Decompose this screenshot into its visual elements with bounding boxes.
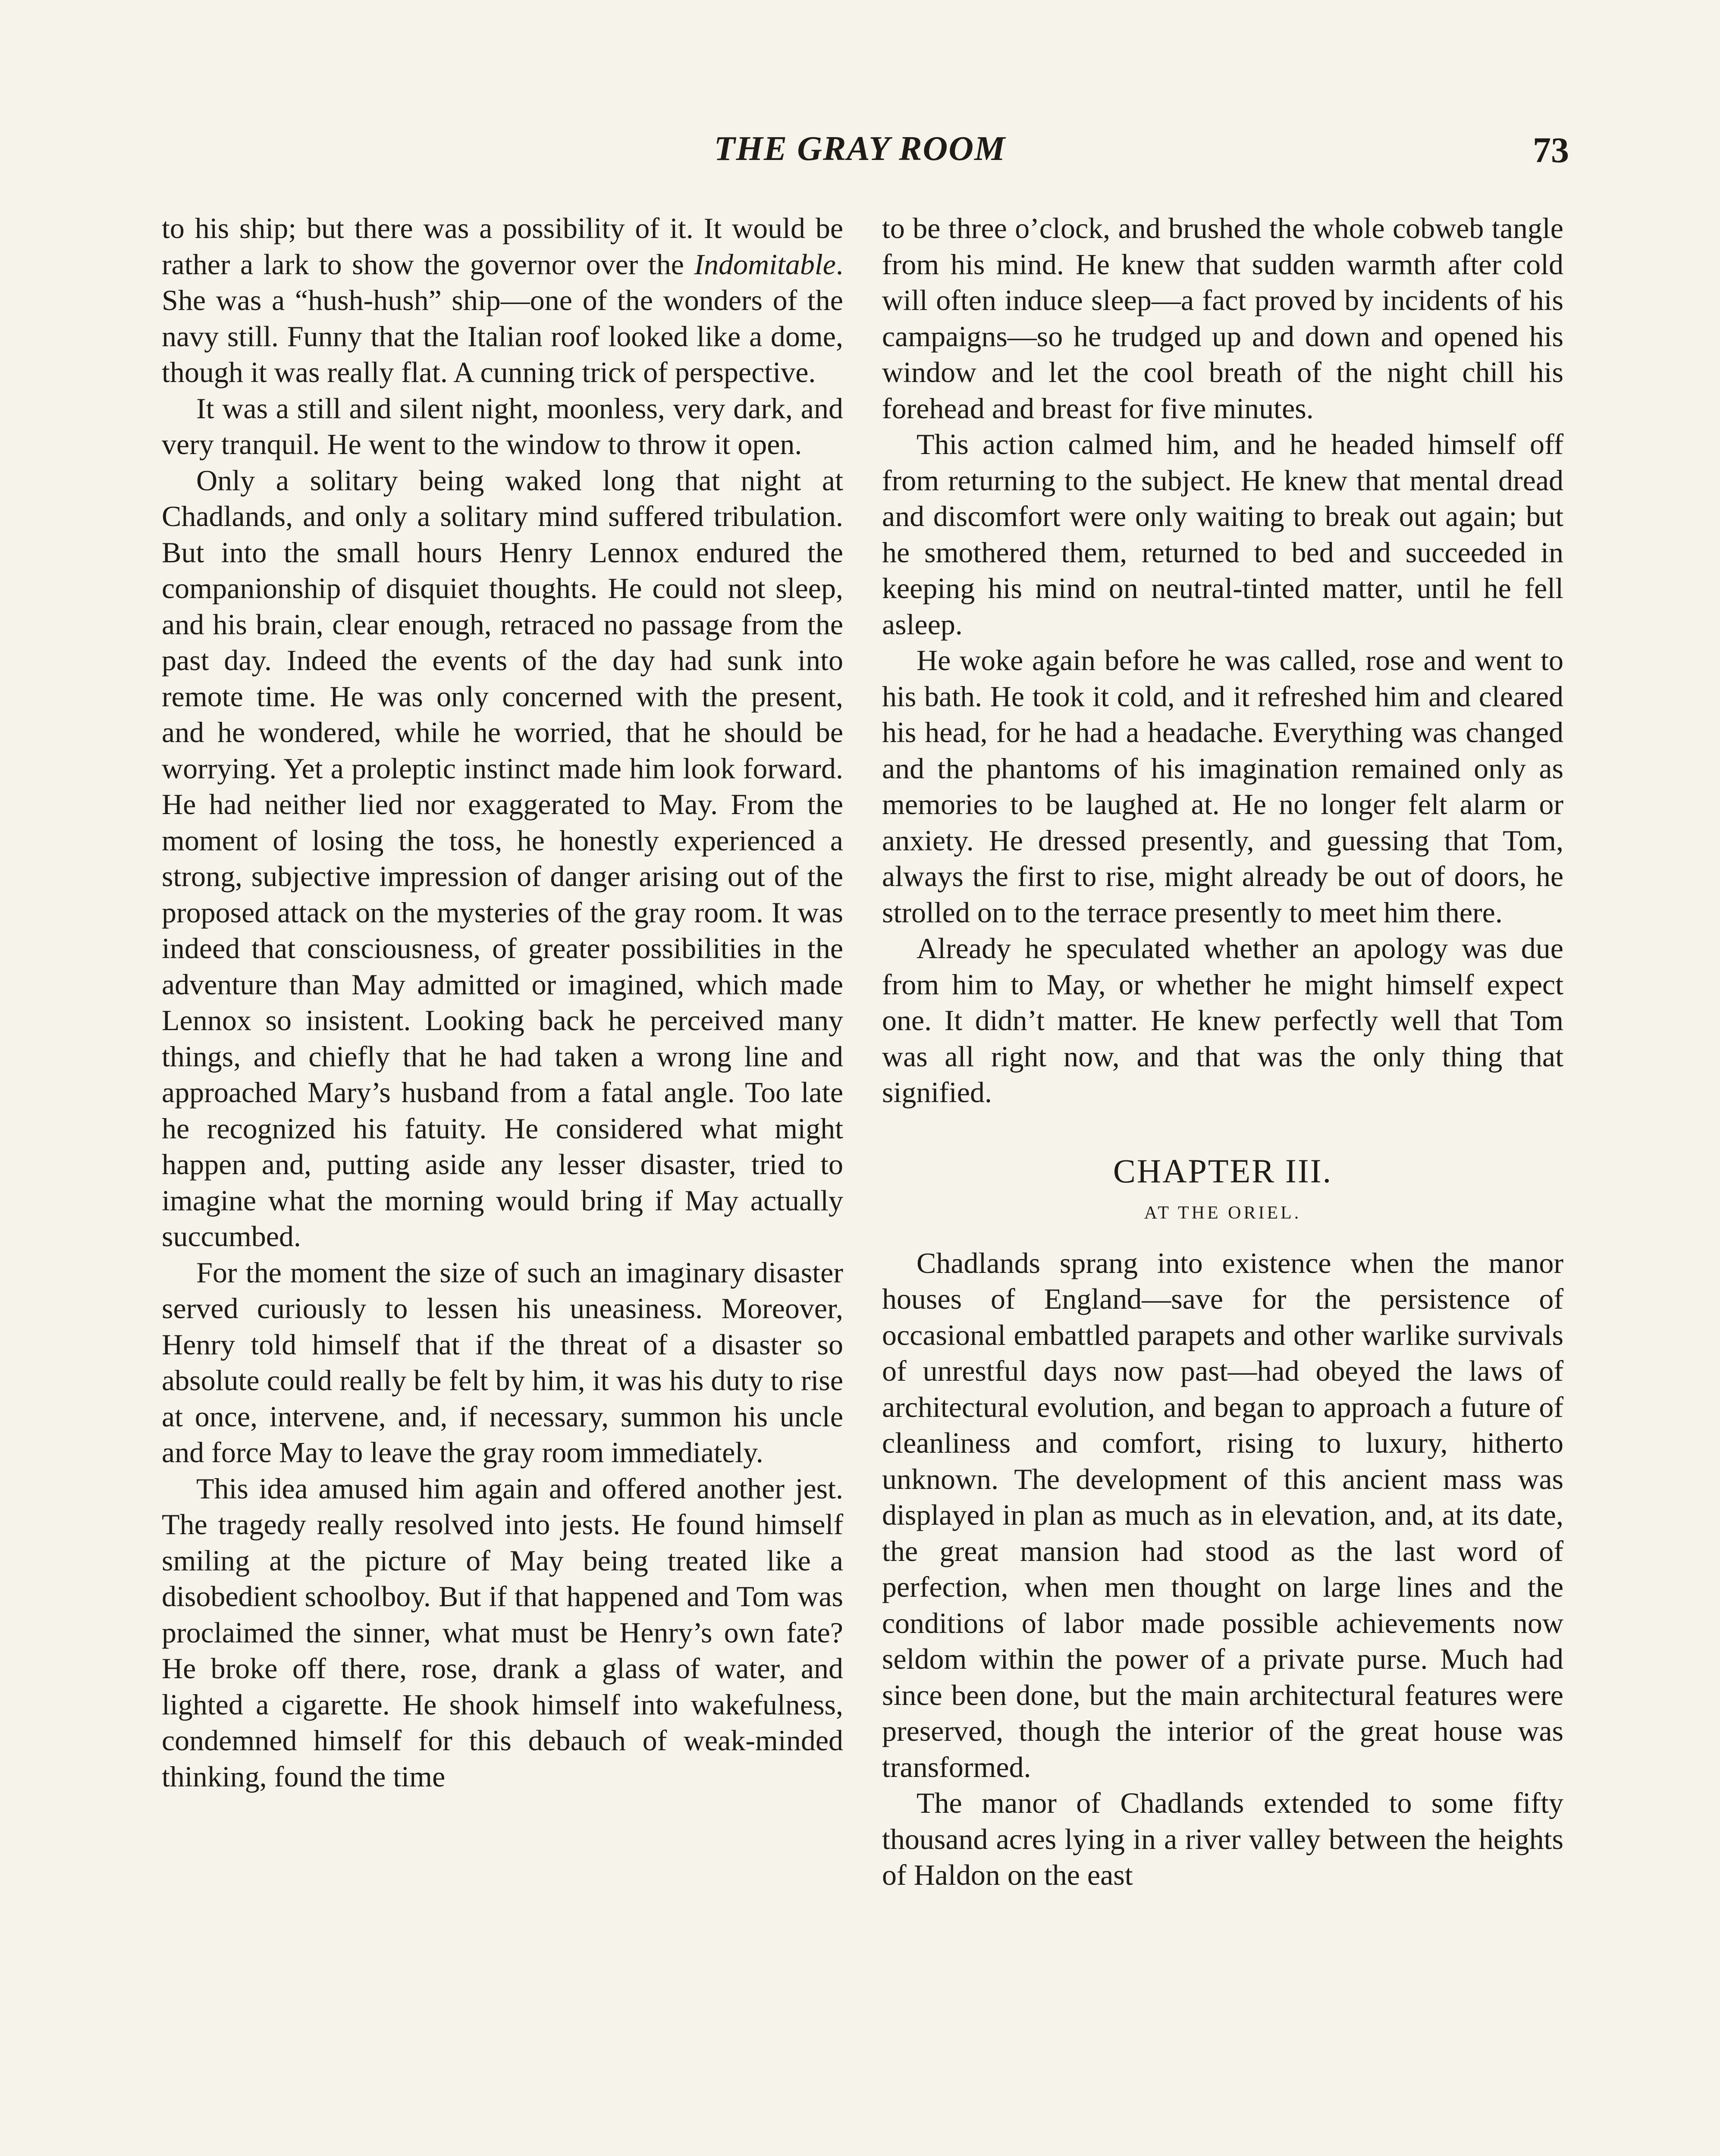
paragraph: to his ship; but there was a possibility of it. It would be rather a lark to show the governor over the Indomitable. She was a “hush-hush” ship—one of the wonders of the navy still. Funny that the Italian roof looked like a dome, though it was really flat. A cunning trick of perspective. [162, 212, 843, 389]
paragraph: Chadlands sprang into existence when the manor houses of England—save for the persistence of occasional embattled parapets and other warlike survivals of unrestful days now past—had obeyed the laws of architectural evolution, and began to approach a future of cleanliness and comfort, rising to luxury, hitherto unknown. The development of this ancient mass was displayed in plan as much as in elevation, and, at its date, the great mansion had stood as the last word of perfection, when men thought on large lines and the conditions of labor made possible achievements now seldom within the power of a private purse. Much had since been done, but the main architectural features were preserved, though the interior of the great house was transformed. [882, 1246, 1563, 1783]
right-column [882, 210, 1563, 1893]
running-head [0, 129, 1720, 185]
chapter-heading: CHAPTER III. [1113, 1152, 1333, 1190]
page-number: 73 [1533, 130, 1569, 170]
paragraph: This idea amused him again and offered another jest. The tragedy really resolved into jests. He found himself smiling at the picture of May being treated like a disobedient schoolboy. But if that happened and Tom was proclaimed the sinner, what must be Henry’s own fate? He broke off there, rose, drank a glass of water, and lighted a cigarette. He shook himself into wakefulness, condemned himself for this debauch of weak-minded thinking, found the time [162, 1472, 843, 1793]
paragraph: It was a still and silent night, moonless, very dark, and very tranquil. He went to the window to throw it open. [162, 392, 843, 461]
left-column [162, 210, 843, 1795]
running-title: THE GRAY ROOM [714, 130, 1006, 168]
paragraph: to be three o’clock, and brushed the whole cobweb tangle from his mind. He knew that sudden warmth after cold will often induce sleep—a fact proved by incidents of his campaigns—so he trudged up and down and opened his window and let the cool breath of the night chill his forehead and breast for five minutes. [882, 212, 1563, 425]
paragraph: This action calmed him, and he headed himself off from returning to the subject. He knew that mental dread and discomfort were only waiting to break out again; but he smothered them, returned to bed and succeeded in keeping his mind on neutral-tinted matter, until he fell asleep. [882, 428, 1563, 641]
paragraph: Already he speculated whether an apology was due from him to May, or whether he might himself expect one. It didn’t matter. He knew perfectly well that Tom was all right now, and that was the only thing that signified. [882, 932, 1563, 1109]
paragraph: The manor of Chadlands extended to some fifty thousand acres lying in a river valley between the heights of Haldon on the east [882, 1786, 1563, 1891]
paragraph: Only a solitary being waked long that night at Chadlands, and only a solitary mind suffered tribulation. But into the small hours Henry Lennox endured the companionship of disquiet thoughts. He could not sleep, and his brain, clear enough, retraced no passage from the past day. Indeed the events of the day had sunk into remote time. He was only concerned with the present, and he wondered, while he worried, that he should be worrying. Yet a proleptic instinct made him look forward. He had neither lied nor exaggerated to May. From the moment of losing the toss, he honestly experienced a strong, subjective impression of danger arising out of the proposed attack on the mysteries of the gray room. It was indeed that consciousness, of greater possibilities in the adventure than May admitted or imagined, which made Lennox so insistent. Looking back he perceived many things, and chiefly that he had taken a wrong line and approached Mary’s husband from a fatal angle. Too late he recognized his fatuity. He considered what might happen and, putting aside any lesser disaster, tried to imagine what the morning would bring if May actually succumbed. [162, 464, 843, 1253]
paragraph: He woke again before he was called, rose and went to his bath. He took it cold, and it refreshed him and cleared his head, for he had a headache. Everything was changed and the phantoms of his imagination remained only as memories to be laughed at. He no longer felt alarm or anxiety. He dressed presently, and guessing that Tom, always the first to rise, might already be out of doors, he strolled on to the terrace presently to meet him there. [882, 644, 1563, 929]
chapter-subtitle: AT THE ORIEL. [1144, 1203, 1302, 1223]
paragraph: For the moment the size of such an imaginary disaster served curiously to lessen his uneasiness. Moreover, Henry told himself that if the threat of a disaster so absolute could really be felt by him, it was his duty to rise at once, intervene, and, if necessary, summon his uncle and force May to leave the gray room immediately. [162, 1256, 843, 1469]
